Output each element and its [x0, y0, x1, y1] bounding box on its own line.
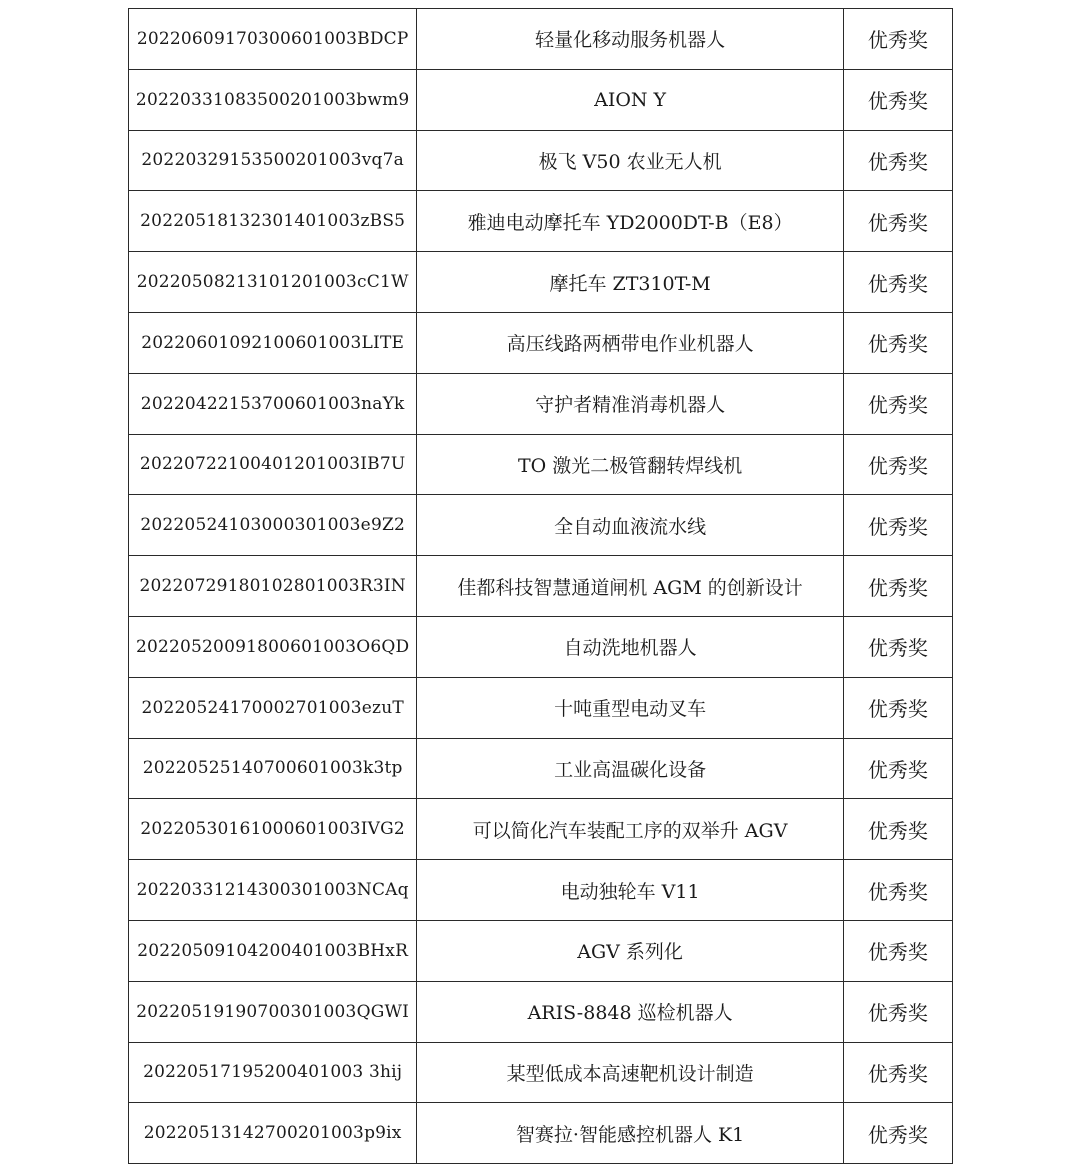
entry-id-cell: 20220519190700301003QGWI [129, 981, 417, 1042]
award-level-cell: 优秀奖 [843, 69, 952, 130]
entry-id-cell: 20220329153500201003vq7a [129, 130, 417, 191]
product-name-cell: TO 激光二极管翻转焊线机 [417, 434, 844, 495]
product-name-cell: AION Y [417, 69, 844, 130]
product-name-cell: 工业高温碳化设备 [417, 738, 844, 799]
table-row [129, 1103, 953, 1164]
entry-id-cell: 20220722100401201003IB7U [129, 434, 417, 495]
award-level-cell: 优秀奖 [843, 1103, 952, 1164]
entry-id-cell: 20220513142700201003p9ix [129, 1103, 417, 1164]
table-row [129, 1042, 953, 1103]
product-name-cell: 电动独轮车 V11 [417, 860, 844, 921]
entry-id-cell: 20220520091800601003O6QD [129, 616, 417, 677]
award-level-cell: 优秀奖 [843, 1042, 952, 1103]
table-row [129, 860, 953, 921]
product-name-cell: 佳都科技智慧通道闸机 AGM 的创新设计 [417, 556, 844, 617]
table-row [129, 738, 953, 799]
table-row [129, 191, 953, 252]
product-name-cell: 摩托车 ZT310T-M [417, 252, 844, 313]
table-row [129, 981, 953, 1042]
entry-id-cell: 20220729180102801003R3IN [129, 556, 417, 617]
product-name-cell: 轻量化移动服务机器人 [417, 9, 844, 70]
entry-id-cell: 20220508213101201003cC1W [129, 252, 417, 313]
product-name-cell: 某型低成本高速靶机设计制造 [417, 1042, 844, 1103]
award-table [128, 8, 953, 1164]
table-row [129, 495, 953, 556]
entry-id-cell: 20220518132301401003zBS5 [129, 191, 417, 252]
entry-id-cell: 20220331214300301003NCAq [129, 860, 417, 921]
product-name-cell: 可以简化汽车装配工序的双举升 AGV [417, 799, 844, 860]
product-name-cell: 雅迪电动摩托车 YD2000DT-B（E8） [417, 191, 844, 252]
table-row [129, 616, 953, 677]
entry-id-cell: 20220331083500201003bwm9 [129, 69, 417, 130]
entry-id-cell: 20220524170002701003ezuT [129, 677, 417, 738]
table-row [129, 130, 953, 191]
entry-id-cell: 20220524103000301003e9Z2 [129, 495, 417, 556]
award-table-body [129, 9, 953, 1164]
table-row [129, 69, 953, 130]
award-level-cell: 优秀奖 [843, 860, 952, 921]
award-level-cell: 优秀奖 [843, 799, 952, 860]
award-level-cell: 优秀奖 [843, 616, 952, 677]
table-row [129, 920, 953, 981]
product-name-cell: 十吨重型电动叉车 [417, 677, 844, 738]
award-level-cell: 优秀奖 [843, 9, 952, 70]
product-name-cell: AGV 系列化 [417, 920, 844, 981]
product-name-cell: ARIS-8848 巡检机器人 [417, 981, 844, 1042]
table-row [129, 252, 953, 313]
table-row [129, 9, 953, 70]
award-level-cell: 优秀奖 [843, 981, 952, 1042]
product-name-cell: 极飞 V50 农业无人机 [417, 130, 844, 191]
product-name-cell: 自动洗地机器人 [417, 616, 844, 677]
product-name-cell: 智赛拉·智能感控机器人 K1 [417, 1103, 844, 1164]
award-level-cell: 优秀奖 [843, 677, 952, 738]
table-row [129, 677, 953, 738]
product-name-cell: 高压线路两栖带电作业机器人 [417, 312, 844, 373]
award-level-cell: 优秀奖 [843, 920, 952, 981]
product-name-cell: 全自动血液流水线 [417, 495, 844, 556]
entry-id-cell: 20220517195200401003 3hij [129, 1042, 417, 1103]
award-level-cell: 优秀奖 [843, 373, 952, 434]
entry-id-cell: 20220422153700601003naYk [129, 373, 417, 434]
award-level-cell: 优秀奖 [843, 495, 952, 556]
table-row [129, 434, 953, 495]
award-level-cell: 优秀奖 [843, 130, 952, 191]
table-row [129, 799, 953, 860]
award-level-cell: 优秀奖 [843, 556, 952, 617]
award-level-cell: 优秀奖 [843, 312, 952, 373]
award-level-cell: 优秀奖 [843, 252, 952, 313]
table-row [129, 373, 953, 434]
entry-id-cell: 20220609170300601003BDCP [129, 9, 417, 70]
entry-id-cell: 20220509104200401003BHxR [129, 920, 417, 981]
table-row [129, 556, 953, 617]
award-level-cell: 优秀奖 [843, 191, 952, 252]
award-level-cell: 优秀奖 [843, 434, 952, 495]
table-row [129, 312, 953, 373]
award-level-cell: 优秀奖 [843, 738, 952, 799]
entry-id-cell: 20220601092100601003LITE [129, 312, 417, 373]
entry-id-cell: 20220530161000601003IVG2 [129, 799, 417, 860]
product-name-cell: 守护者精准消毒机器人 [417, 373, 844, 434]
entry-id-cell: 20220525140700601003k3tp [129, 738, 417, 799]
